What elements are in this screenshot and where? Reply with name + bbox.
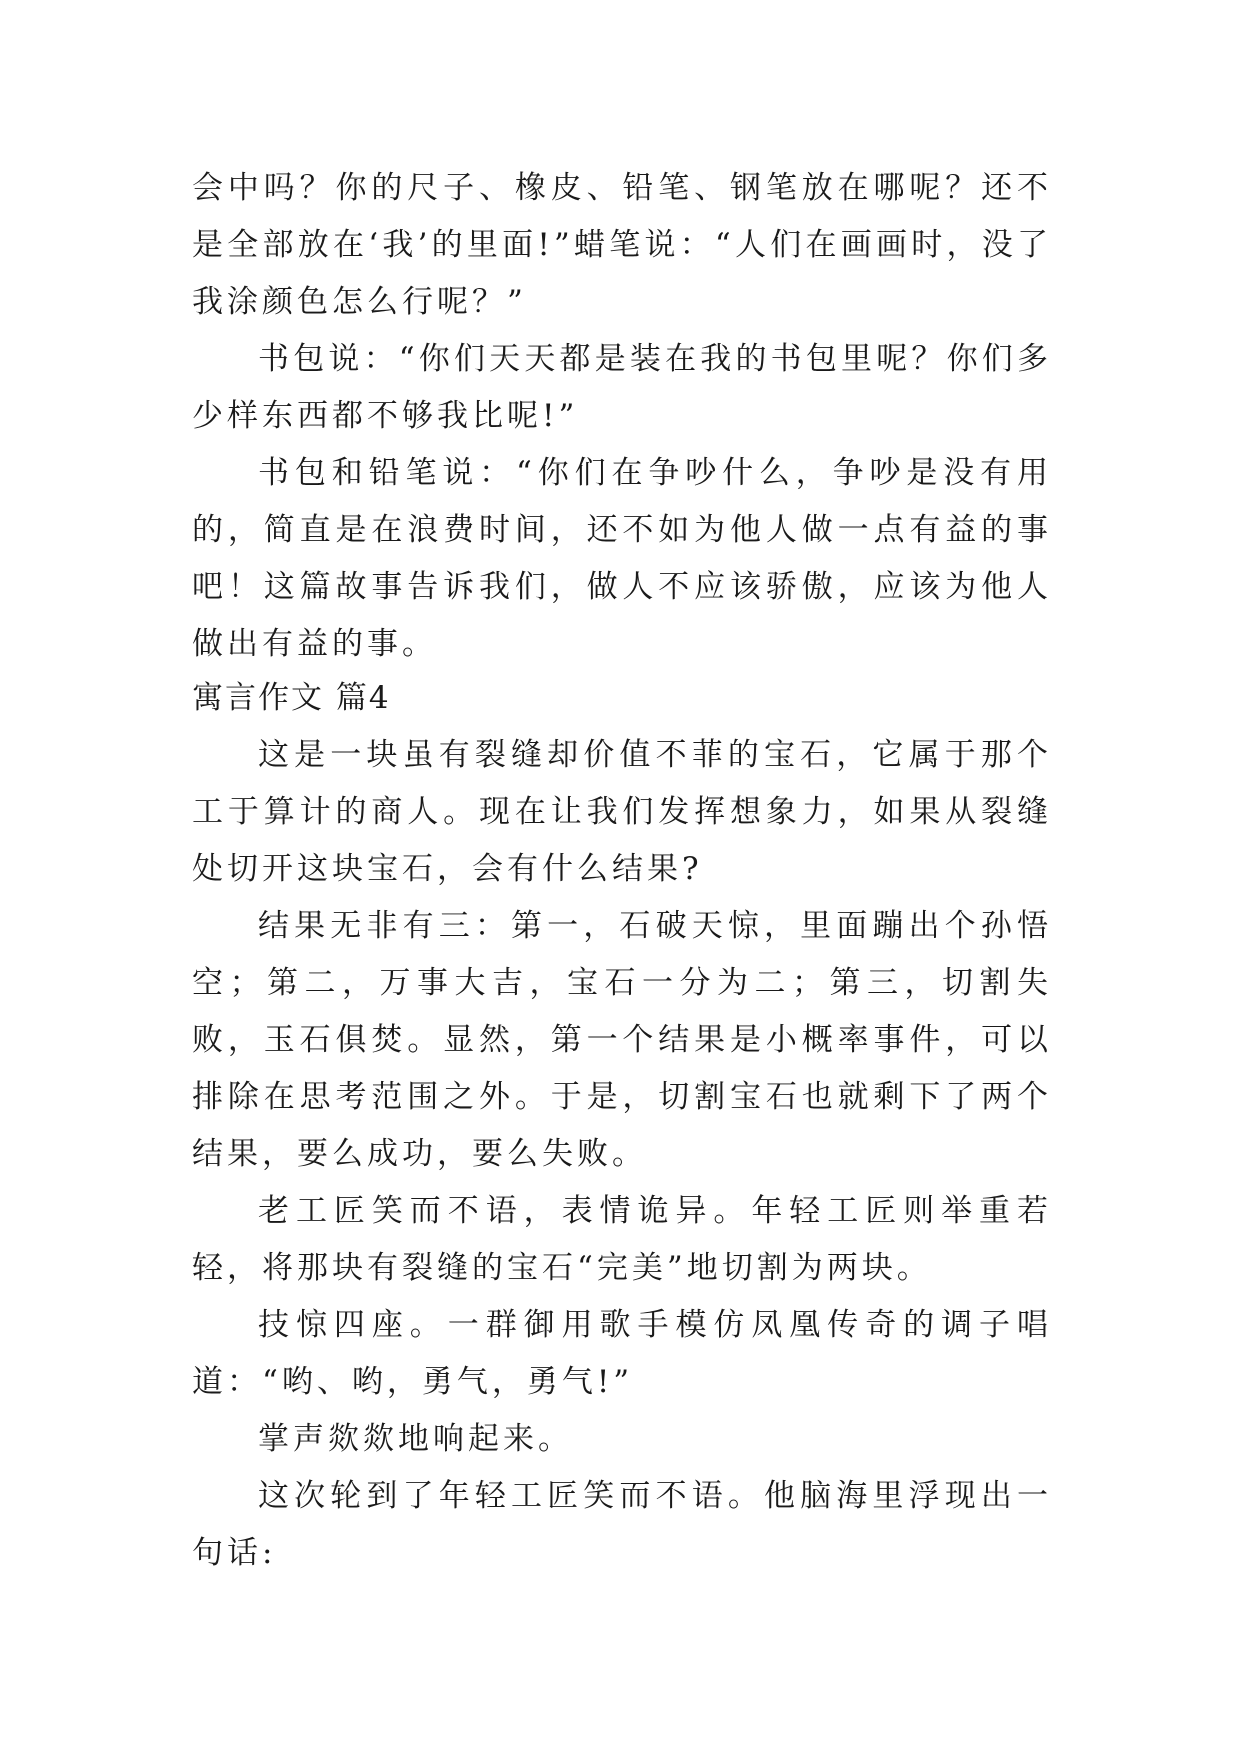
story-continuation <box>192 160 1052 673</box>
paragraph-craftsmen: 老工匠笑而不语，表情诡异。年轻工匠则举重若轻，将那块有裂缝的宝石“完美”地切割为两块。 <box>192 1193 1052 1286</box>
section-heading: 寓言作文 篇4 <box>192 680 391 716</box>
paragraph-crayon: 会中吗？你的尺子、橡皮、铅笔、钢笔放在哪呢？还不是全部放在‘我’的里面!”蜡笔说：“人们在画画时，没了我涂颜色怎么行呢？” <box>192 170 1052 320</box>
paragraph-three-outcomes: 结果无非有三：第一，石破天惊，里面蹦出个孙悟空；第二，万事大吉，宝石一分为二；第三，切割失败，玉石俱焚。显然，第一个结果是小概率事件，可以排除在思考范围之外。于是，切割宝石也就剩下了两个结果，要么成功，要么失败。 <box>192 908 1052 1172</box>
paragraph-young-craftsman: 这次轮到了年轻工匠笑而不语。他脑海里浮现出一句话: <box>192 1478 1052 1571</box>
paragraph-applause: 掌声欻欻地响起来。 <box>258 1421 573 1457</box>
paragraph-gem-intro: 这是一块虽有裂缝却价值不菲的宝石，它属于那个工于算计的商人。现在让我们发挥想象力，如果从裂缝处切开这块宝石，会有什么结果? <box>192 737 1052 887</box>
fable-essay-section <box>192 670 1052 1582</box>
paragraph-schoolbag: 书包说：“你们天天都是装在我的书包里呢？你们多少样东西都不够我比呢!” <box>192 341 1052 434</box>
paragraph-moral: 书包和铅笔说：“你们在争吵什么，争吵是没有用的，简直是在浪费时间，还不如为他人做一点有益的事吧！这篇故事告诉我们，做人不应该骄傲，应该为他人做出有益的事。 <box>192 455 1052 662</box>
paragraph-singers: 技惊四座。一群御用歌手模仿凤凰传奇的调子唱道：“哟、哟，勇气，勇气!” <box>192 1307 1052 1400</box>
